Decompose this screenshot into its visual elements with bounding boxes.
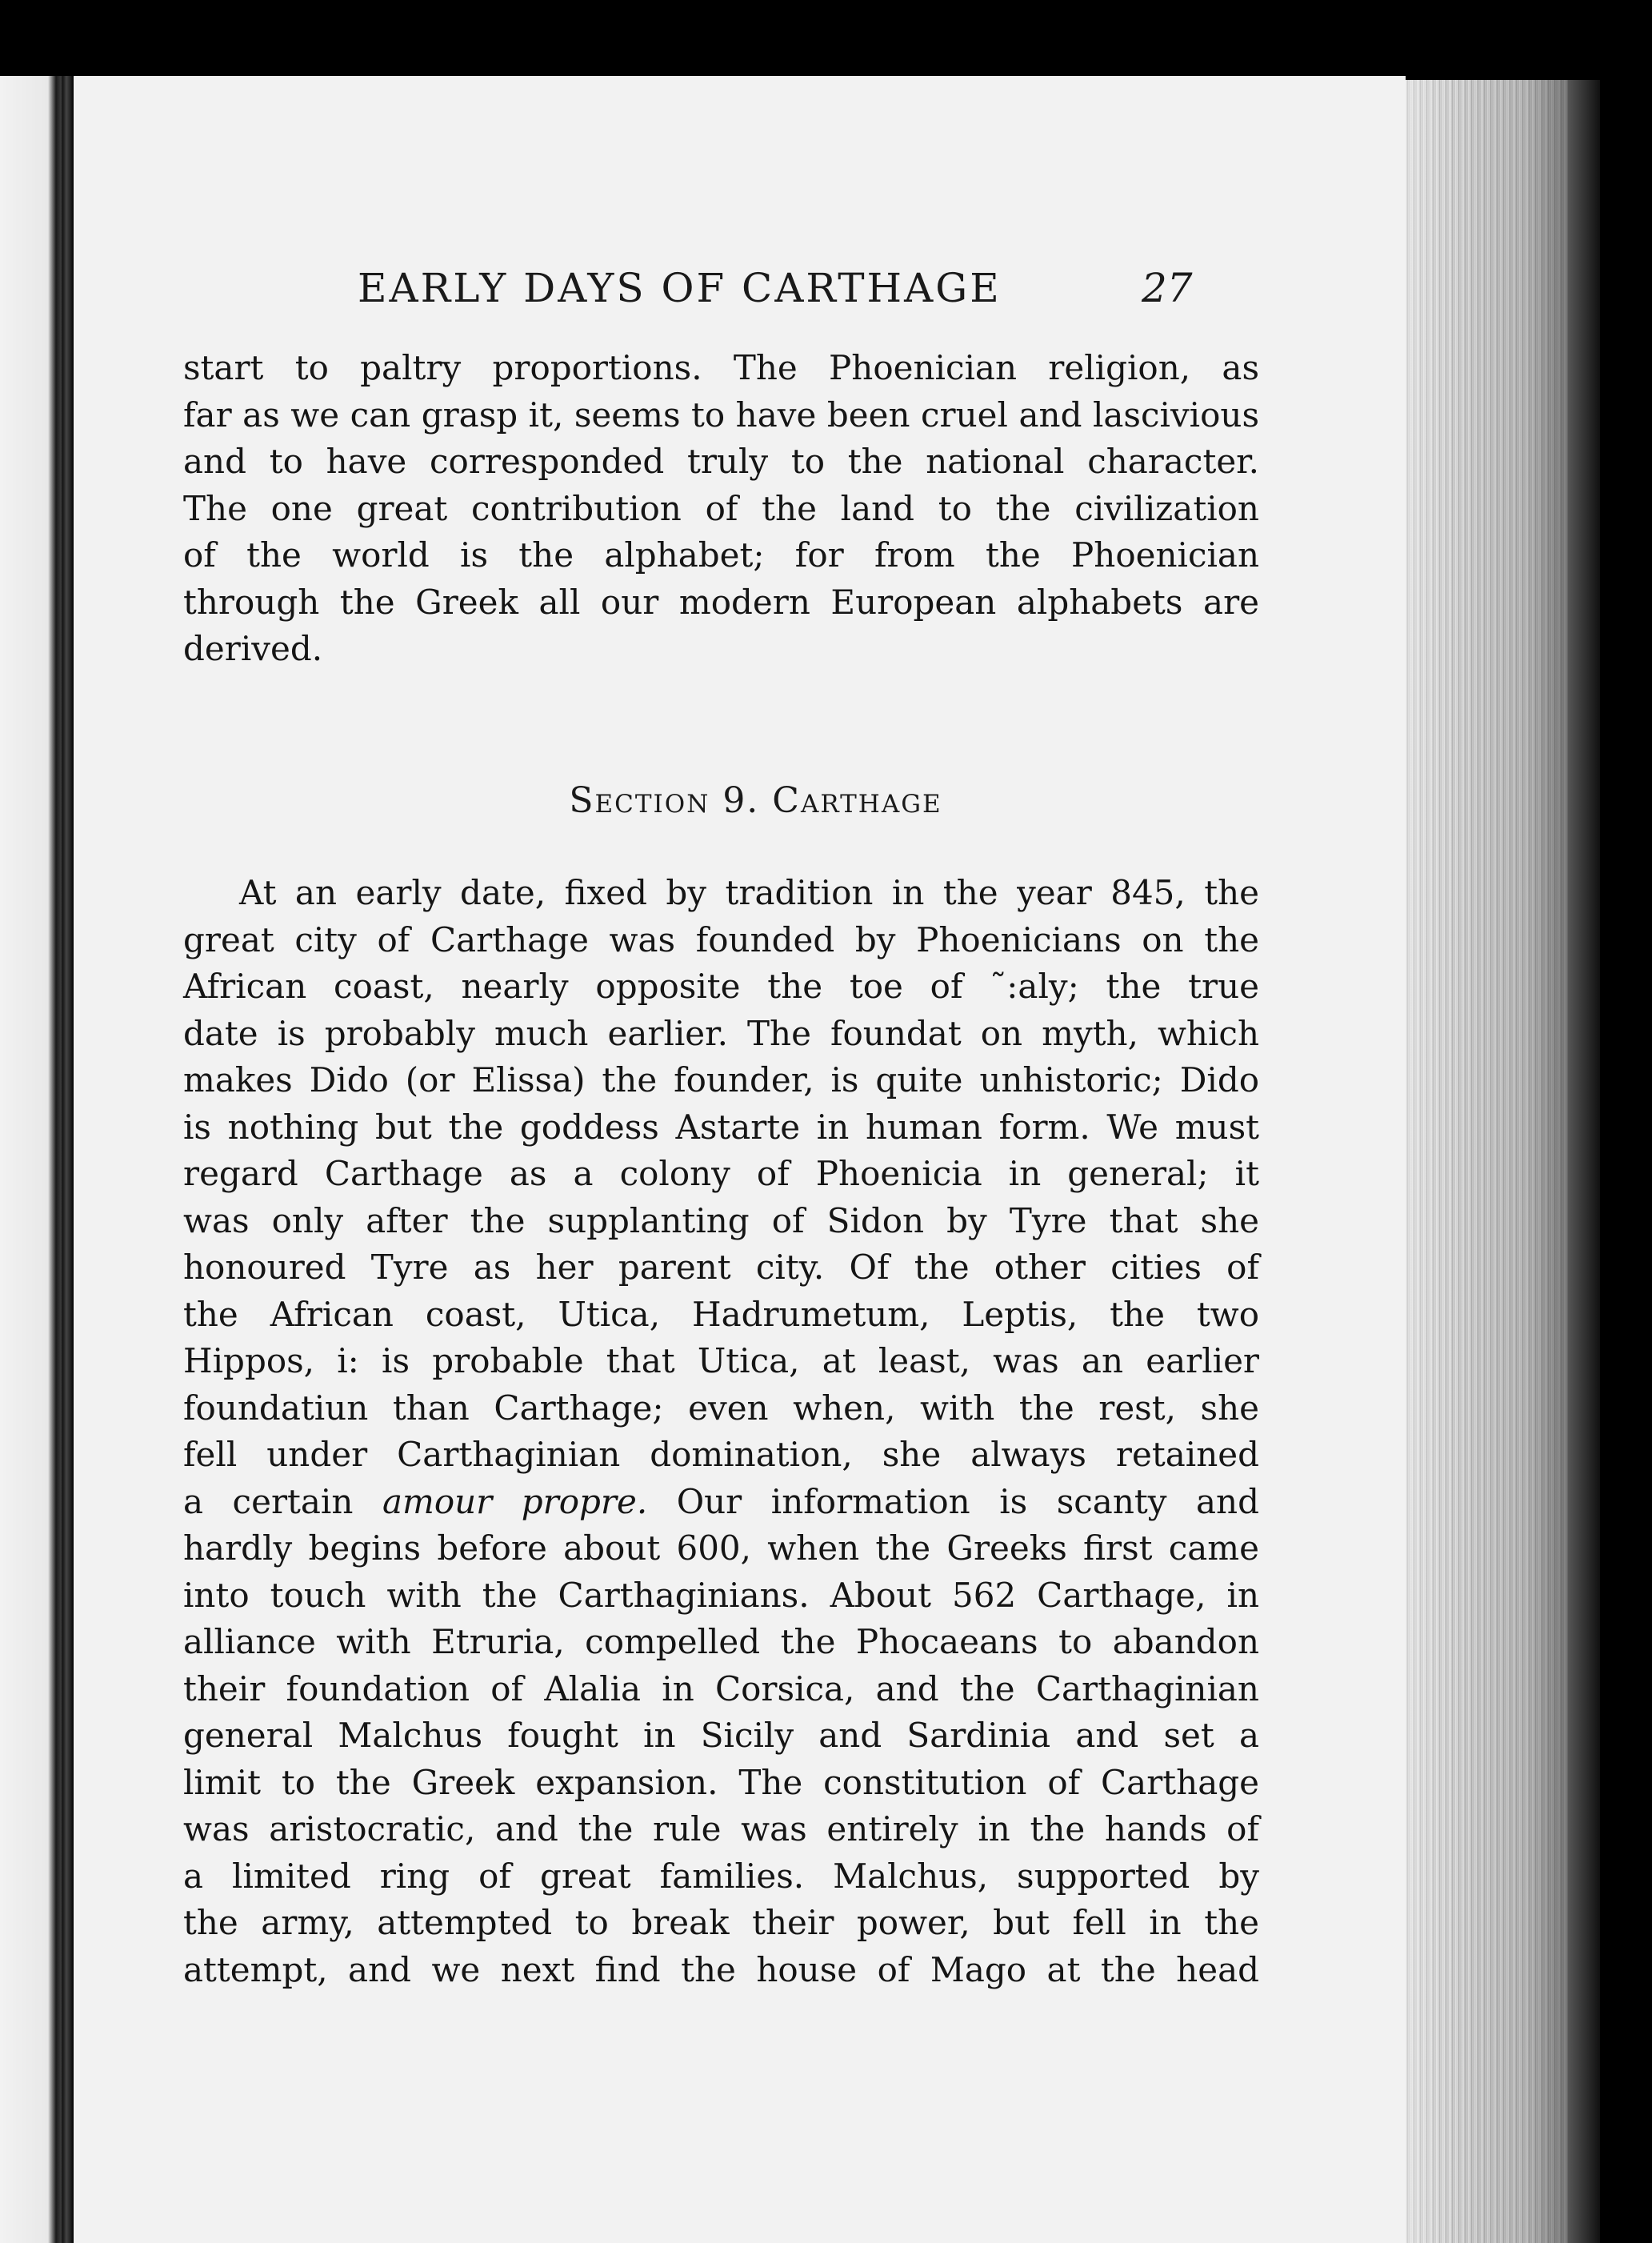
paragraph-2: [183, 870, 1259, 1993]
text-line: is nothing but the goddess Astarte in human form. We must: [183, 1107, 1259, 1147]
text-segment: a certain: [183, 1481, 354, 1521]
text-line: was aristocratic, and the rule was entirely in the hands of: [183, 1809, 1259, 1848]
italic-phrase: amour propre.: [382, 1481, 648, 1521]
page-header: [74, 265, 1406, 321]
text-line: At an early date, fixed by tradition in the year 845, the: [239, 873, 1259, 912]
book-gutter: [62, 76, 74, 2243]
text-line: fell under Carthaginian domination, she always retained: [183, 1435, 1259, 1474]
text-line: the African coast, Utica, Hadrumetum, Leptis, the two: [183, 1294, 1259, 1334]
text-line: the army, attempted to break their power, but fell in the: [183, 1903, 1259, 1942]
text-line: a limited ring of great families. Malchus, supported by: [183, 1856, 1259, 1896]
text-line: African coast, nearly opposite the toe of ˜:aly; the true: [183, 967, 1259, 1006]
text-line: far as we can grasp it, seems to have been cruel and lascivious: [183, 395, 1259, 435]
text-line: start to paltry proportions. The Phoenician religion, as: [183, 348, 1259, 387]
page-number: 27: [1142, 265, 1193, 311]
running-head: EARLY DAYS OF CARTHAGE: [358, 265, 1002, 311]
text-line: of the world is the alphabet; for from the Phoenician: [183, 535, 1259, 575]
page-stack-edge: [1392, 80, 1584, 2243]
text-segment: Our information is scanty and: [676, 1481, 1259, 1521]
paragraph-1: [183, 345, 1259, 673]
text-line: general Malchus fought in Sicily and Sardinia and set a: [183, 1716, 1259, 1755]
text-line: great city of Carthage was founded by Phoenicians on the: [183, 919, 1259, 959]
book-page: [74, 76, 1406, 2243]
text-line: was only after the supplanting of Sidon by Tyre that she: [183, 1200, 1259, 1240]
previous-page-edge: [0, 76, 64, 2243]
text-line: their foundation of Alalia in Corsica, and the Carthaginian: [183, 1668, 1259, 1708]
text-line: makes Dido (or Elissa) the founder, is quite unhistoric; Dido: [183, 1060, 1259, 1099]
text-line: date is probably much earlier. The foundat on myth, which: [183, 1013, 1259, 1053]
text-line: into touch with the Carthaginians. About 562 Carthage, in: [183, 1575, 1259, 1615]
section-heading: Section 9. Carthage: [569, 780, 942, 821]
text-line-mixed: [183, 1479, 1259, 1526]
text-line: Hippos, i: is probable that Utica, at least, was an earlier: [183, 1341, 1259, 1380]
page-stack-shadow: [1568, 80, 1600, 2243]
text-line: alliance with Etruria, compelled the Phocaeans to abandon: [183, 1622, 1259, 1661]
text-line: foundatiun than Carthage; even when, with the rest, she: [183, 1388, 1259, 1428]
text-line: The one great contribution of the land to the civilization: [183, 488, 1259, 528]
text-line: attempt, and we next find the house of Mago at the head: [183, 1949, 1259, 1989]
text-line: honoured Tyre as her parent city. Of the other cities of: [183, 1248, 1259, 1287]
text-line: derived.: [183, 629, 323, 668]
text-line: regard Carthage as a colony of Phoenicia in general; it: [183, 1154, 1259, 1193]
text-line: limit to the Greek expansion. The constitution of Carthage: [183, 1762, 1259, 1802]
text-line: through the Greek all our modern European alphabets are: [183, 582, 1259, 622]
text-line: and to have corresponded truly to the national character.: [183, 442, 1259, 481]
text-line: hardly begins before about 600, when the Greeks first came: [183, 1528, 1259, 1568]
